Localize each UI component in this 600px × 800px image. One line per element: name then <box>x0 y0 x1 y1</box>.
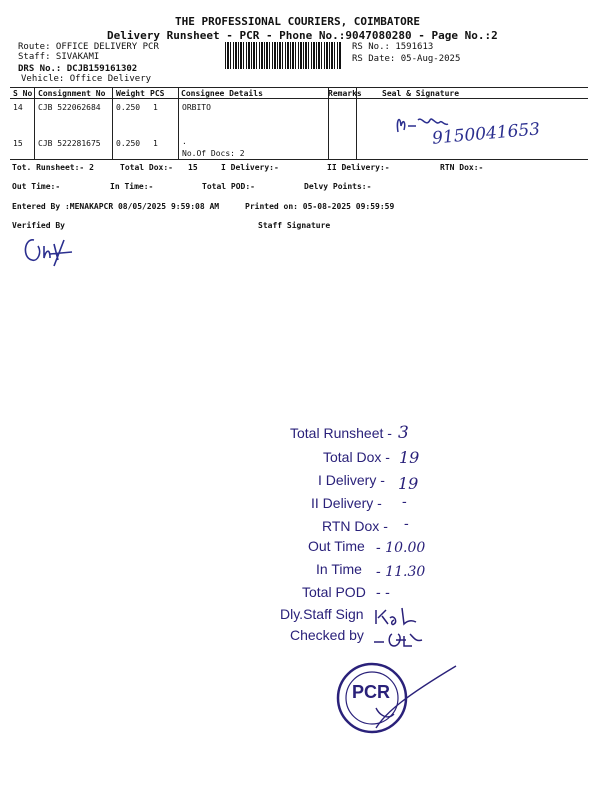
row-weight: 0.250 <box>116 139 141 148</box>
table-header-border <box>10 98 588 99</box>
runsheet-title: Delivery Runsheet - PCR - Phone No.:9047080280 - Page No.:2 <box>107 29 498 42</box>
printed-on: Printed on: 05-08-2025 09:59:59 <box>245 202 395 211</box>
route: Route: OFFICE DELIVERY PCR <box>18 42 159 52</box>
col-header-weight: Weight <box>116 89 145 98</box>
verifier-signature <box>20 232 80 268</box>
rtn-dox: RTN Dox:- <box>440 163 484 172</box>
company-name: THE PROFESSIONAL COURIERS, COIMBATORE <box>175 15 421 28</box>
row-consignment: CJB 522281675 <box>38 139 101 148</box>
no-of-docs: No.Of Docs: 2 <box>182 149 245 158</box>
vehicle: Vehicle: Office Delivery <box>21 74 152 84</box>
col-divider <box>112 87 113 159</box>
verified-by-label: Verified By <box>12 221 65 230</box>
stamp-total-pod-value: - - <box>376 585 390 601</box>
stamp-i-delivery-value: 19 <box>398 474 419 493</box>
table-bottom-border <box>10 159 588 160</box>
stamp-in-time-value: - 11.30 <box>376 564 426 580</box>
staff-signature-label: Staff Signature <box>258 221 331 230</box>
checker-signature <box>372 628 428 652</box>
col-header-seal: Seal & Signature <box>382 89 460 98</box>
stamp-rtn-dox-value: - <box>404 516 409 532</box>
table-top-border <box>10 87 588 88</box>
stamp-total-pod-label: Total POD <box>302 584 366 600</box>
col-header-consignment: Consignment No <box>38 89 106 98</box>
row-consignee: . <box>182 137 187 146</box>
stamp-total-dox-value: 19 <box>399 448 420 467</box>
row-consignment: CJB 522062684 <box>38 103 101 112</box>
in-time: In Time:- <box>110 182 154 191</box>
col-header-consignee: Consignee Details <box>181 89 263 98</box>
col-header-sno: S No <box>13 89 33 98</box>
row-sno: 15 <box>13 139 23 148</box>
row-weight: 0.250 <box>116 103 141 112</box>
stamp-dly-staff-sign-label: Dly.Staff Sign <box>280 606 364 622</box>
dly-staff-signature <box>372 604 420 628</box>
recipient-phone: 9150041653 <box>431 119 541 149</box>
stamp-ii-delivery-value: - <box>402 494 407 510</box>
row-consignee: ORBITO <box>182 103 211 112</box>
total-pod: Total POD:- <box>202 182 255 191</box>
stamp-out-time-value: - 10.00 <box>376 540 426 556</box>
row-sno: 14 <box>13 103 23 112</box>
total-dox-value: 15 <box>188 163 198 172</box>
stamp-total-dox-label: Total Dox - <box>323 449 390 465</box>
stamp-i-delivery-label: I Delivery - <box>318 472 385 488</box>
stamp-ii-delivery-label: II Delivery - <box>311 495 382 511</box>
stamp-rtn-dox-label: RTN Dox - <box>322 518 388 534</box>
col-divider <box>34 87 35 159</box>
stamp-in-time-label: In Time <box>316 561 362 577</box>
staff: Staff: SIVAKAMI <box>18 52 100 62</box>
stamp-out-time-label: Out Time <box>308 538 365 554</box>
tot-runsheet: Tot. Runsheet:- 2 <box>12 163 94 172</box>
delvy-points: Delvy Points:- <box>304 182 372 191</box>
row-pcs: 1 <box>153 103 158 112</box>
col-divider <box>178 87 179 159</box>
total-dox: Total Dox:- <box>120 163 173 172</box>
i-delivery: I Delivery:- <box>221 163 279 172</box>
col-header-pcs: PCS <box>150 89 165 98</box>
rs-date: RS Date: 05-Aug-2025 <box>352 54 461 64</box>
seal-text: PCR <box>352 682 391 702</box>
entered-by: Entered By :MENAKAPCR 08/05/2025 9:59:08 AM <box>12 202 220 211</box>
col-header-remarks: Remarks <box>328 89 362 98</box>
stamp-total-runsheet-value: 3 <box>398 423 409 443</box>
rs-number: RS No.: 1591613 <box>352 42 434 52</box>
stamp-checked-by-label: Checked by <box>290 627 364 643</box>
stamp-total-runsheet-label: Total Runsheet - <box>290 425 392 441</box>
drs-number: DRS No.: DCJB159161302 <box>18 64 138 74</box>
out-time: Out Time:- <box>12 182 61 191</box>
row-pcs: 1 <box>153 139 158 148</box>
ii-delivery: II Delivery:- <box>327 163 390 172</box>
barcode <box>225 42 342 69</box>
